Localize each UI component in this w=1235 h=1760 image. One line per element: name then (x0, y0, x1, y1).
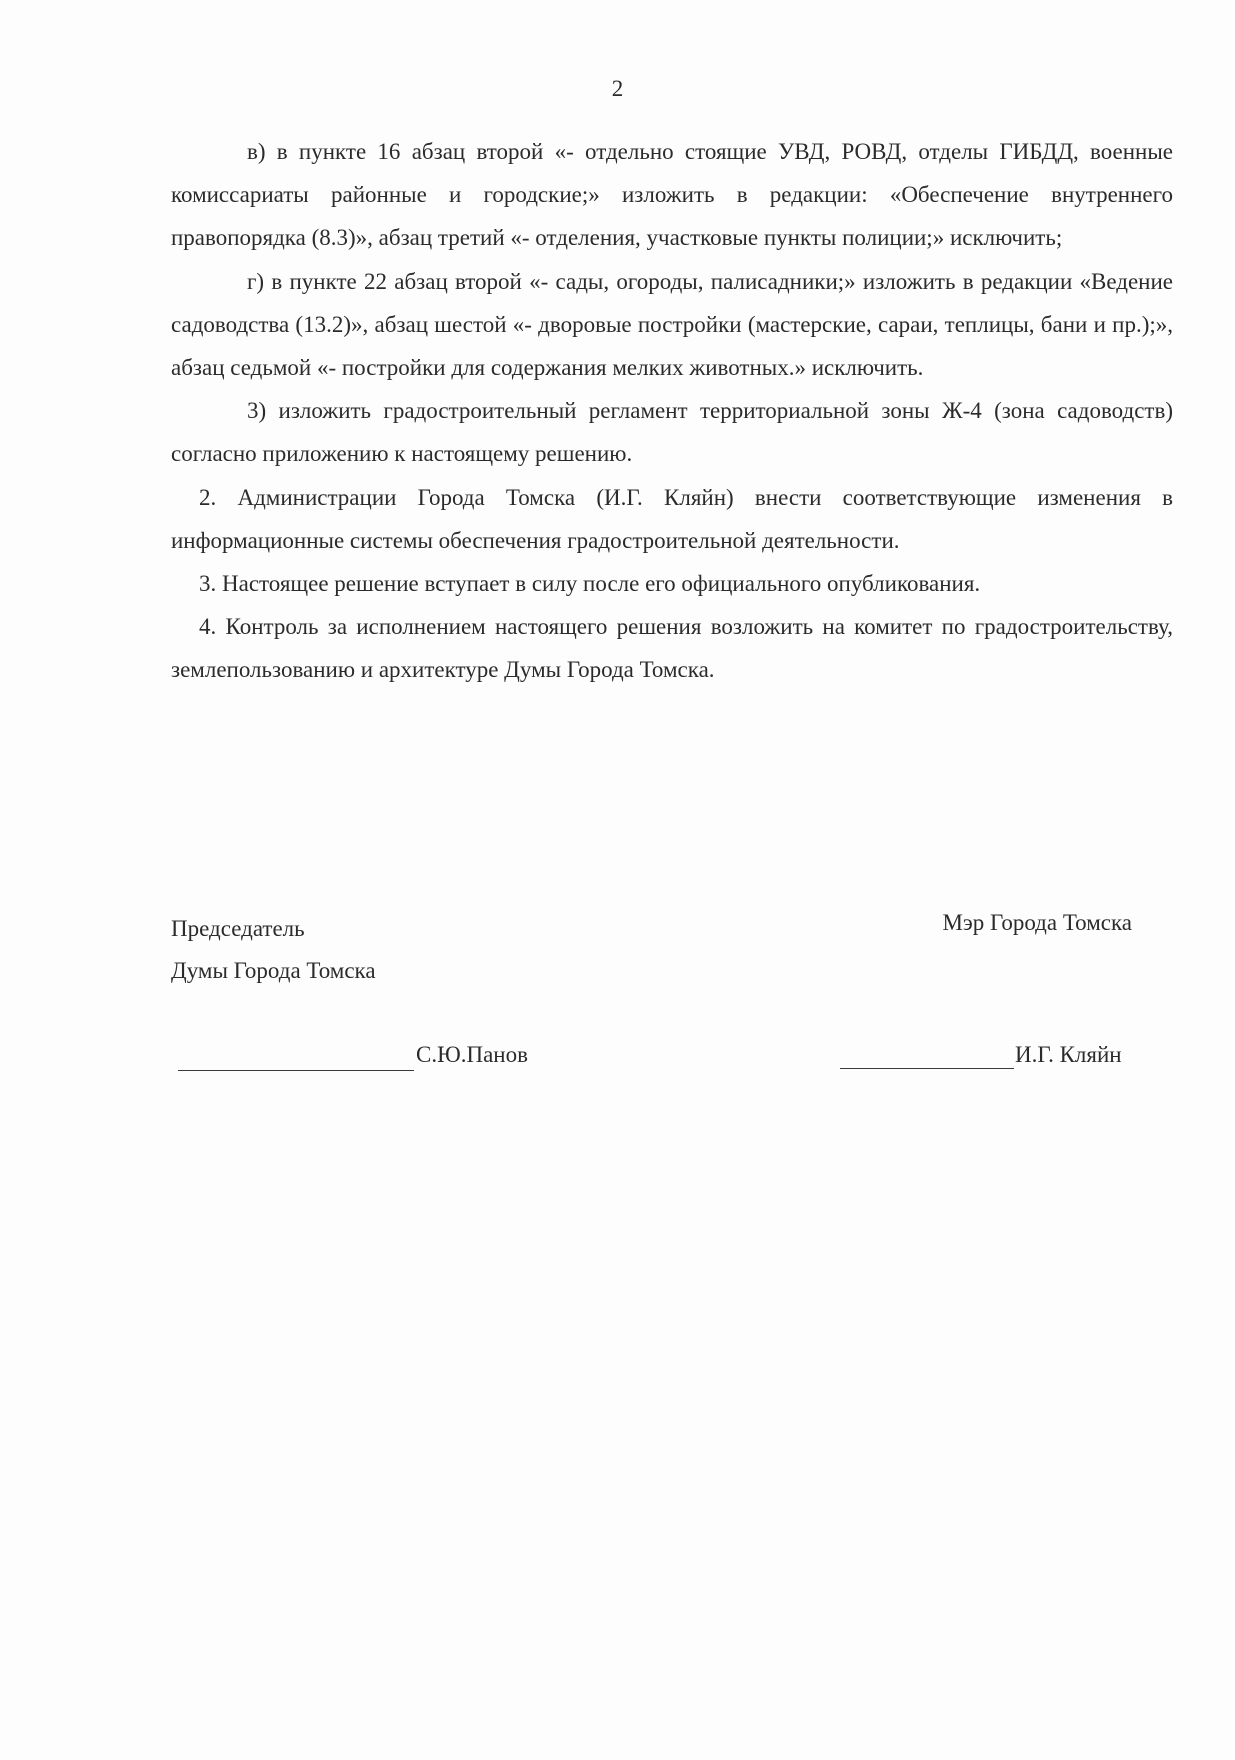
page-number: 2 (611, 76, 624, 101)
mayor-signature-line (840, 1068, 1014, 1069)
paragraph-clause-2: 2. Администрации Города Томска (И.Г. Кляйн) внести соответствующие изменения в информационные системы обеспечения градостроительной деятельности. (171, 484, 1173, 553)
mayor-name: И.Г. Кляйн (1015, 1042, 1122, 1067)
paragraph-item-v: в) в пункте 16 абзац второй «- отдельно стоящие УВД, РОВД, отделы ГИБДД, военные комиссариаты районные и городские;» изложить в редакции: «Обеспечение внутреннего правопорядка (8.3)», абзац третий «- отделения, участковые пункты полиции;» исключить; (171, 139, 1173, 251)
paragraph-clause-4: 4. Контроль за исполнением настоящего решения возложить на комитет по градостроительству, землепользованию и архитектуре Думы Города Томска. (171, 614, 1173, 683)
paragraph-item-3: 3) изложить градостроительный регламент территориальной зоны Ж-4 (зона садоводств) согласно приложению к настоящему решению. (171, 398, 1173, 467)
mayor-title: Мэр Города Томска (942, 910, 1132, 935)
chairman-signature-line (178, 1070, 414, 1071)
paragraph-clause-3: 3. Настоящее решение вступает в силу после его официального опубликования. (199, 571, 981, 597)
document-body (171, 130, 1173, 692)
chairman-title-line1: Председатель (171, 916, 305, 941)
paragraph-item-g: г) в пункте 22 абзац второй «- сады, огороды, палисадники;» изложить в редакции «Ведение садоводства (13.2)», абзац шестой «- дворовые постройки (мастерские, сараи, теплицы, бани и пр.);», абзац седьмой «- постройки для содержания мелких животных.» исключить. (171, 268, 1173, 381)
chairman-name: С.Ю.Панов (416, 1042, 528, 1067)
chairman-title-line2: Думы Города Томска (171, 958, 376, 983)
chairman-title (171, 908, 376, 992)
